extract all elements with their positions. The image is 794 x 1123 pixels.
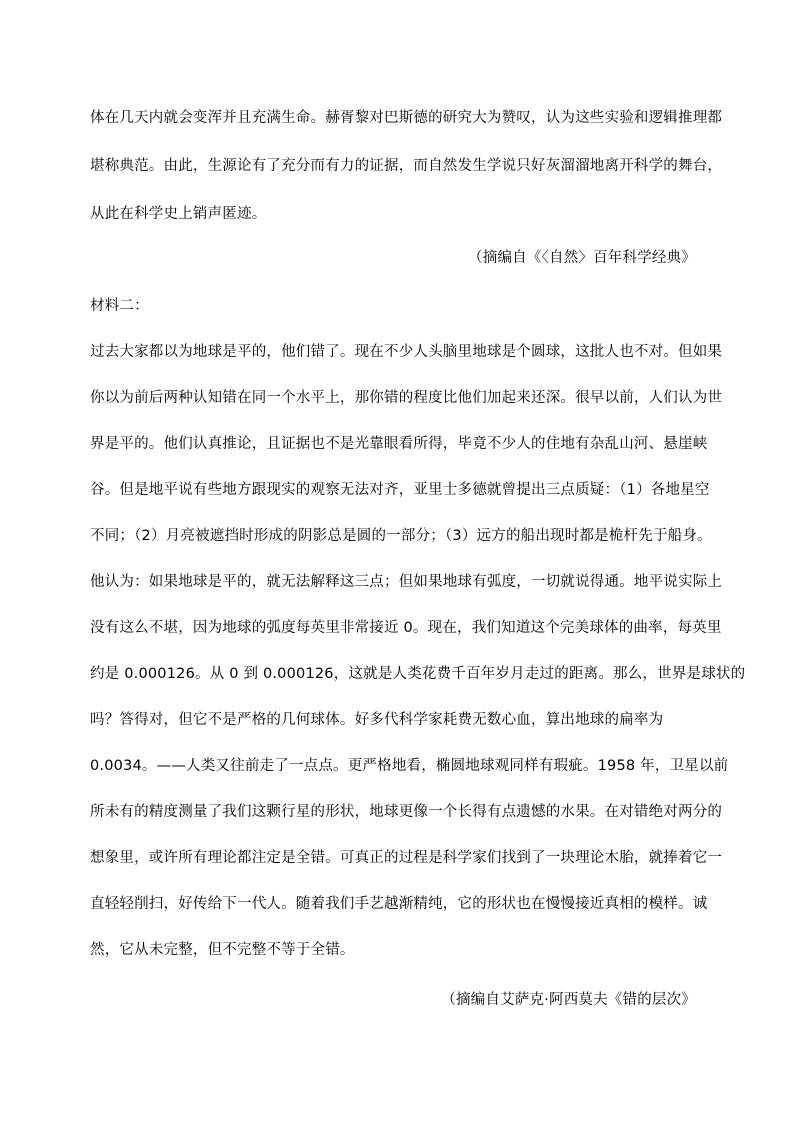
paragraph-line: 谷。但是地平说有些地方跟现实的观察无法对齐，亚里士多德就曾提出三点质疑：（1）各地星空 [90, 482, 710, 498]
source-citation: （摘编自艾萨克·阿西莫夫《错的层次》 [441, 992, 696, 1008]
paragraph-line: 直轻轻削扫，好传给下一代人。随着我们手艺越渐精纯，它的形状也在慢慢接近真相的模样。诚 [90, 896, 708, 912]
paragraph-line: 所未有的精度测量了我们这颗行星的形状，地球更像一个长得有点遗憾的水果。在对错绝对两分的 [90, 804, 723, 820]
paragraph-line: 从此在科学史上销声匿迹。 [90, 206, 267, 222]
paragraph-line: 0.0034。——人类又往前走了一点点。更严格地看，椭圆地球观同样有瑕疵。1958 年，卫星以前 [90, 758, 729, 774]
paragraph-line: 没有这么不堪，因为地球的弧度每英里非常接近 0。现在，我们知道这个完美球体的曲率，每英里 [90, 620, 722, 636]
paragraph-line: 堪称典范。由此，生源论有了充分而有力的证据，而自然发生学说只好灰溜溜地离开科学的舞台， [90, 158, 723, 174]
paragraph-line: 约是 0.000126。从 0 到 0.000126，这就是人类花费千百年岁月走过的距离。那么，世界是球状的 [90, 666, 746, 682]
paragraph-line: 他认为：如果地球是平的，就无法解释这三点；但如果地球有弧度，一切就说得通。地平说实际上 [90, 574, 723, 590]
paragraph-line: 体在几天内就会变浑并且充满生命。赫胥黎对巴斯德的研究大为赞叹，认为这些实验和逻辑推理都 [90, 110, 723, 126]
paragraph-line: 你以为前后两种认知错在同一个水平上，那你错的程度比他们加起来还深。很早以前，人们认为世 [90, 390, 723, 406]
paragraph-line: 不同；（2）月亮被遮挡时形成的阴影总是圆的一部分；（3）远方的船出现时都是桅杆先于船身。 [90, 528, 712, 544]
paragraph-line: 界是平的。他们认真推论，且证据也不是光靠眼看所得，毕竟不少人的住地有杂乱山河、悬崖峡 [90, 436, 708, 452]
paragraph-line: 想象里，或许所有理论都注定是全错。可真正的过程是科学家们找到了一块理论木胎，就捧着它一 [90, 850, 723, 866]
paragraph-line: 吗？答得对，但它不是严格的几何球体。好多代科学家耗费无数心血，算出地球的扁率为 [90, 712, 664, 728]
paragraph-line: 过去大家都以为地球是平的，他们错了。现在不少人头脑里地球是个圆球，这批人也不对。但如果 [90, 344, 723, 360]
section-heading: 材料二： [90, 298, 149, 314]
source-citation: （摘编自《〈自然〉百年科学经典》 [468, 250, 696, 266]
paragraph-line: 然，它从未完整，但不完整不等于全错。 [90, 942, 355, 958]
